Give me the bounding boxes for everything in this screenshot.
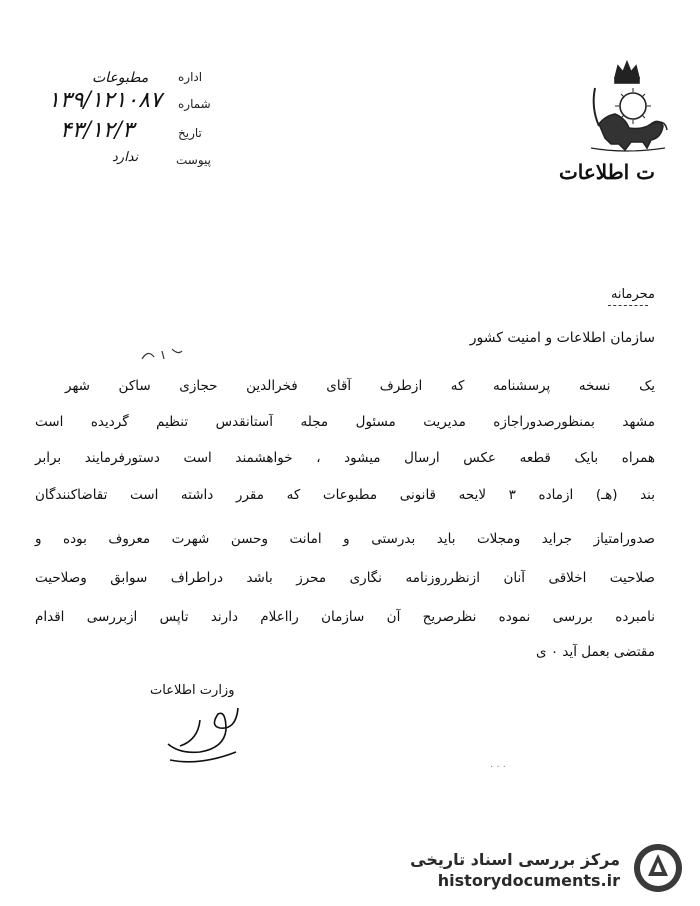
number-value: ۱۳۹/۱۲۱۰۸۷ bbox=[48, 88, 162, 113]
attachment-label: پیوست bbox=[176, 153, 211, 167]
handwritten-signature bbox=[140, 700, 250, 770]
classification-underline bbox=[608, 305, 648, 306]
recipient: سازمان اطلاعات و امنیت کشور bbox=[469, 330, 655, 346]
watermark-title: مرکز بررسی اسناد تاریخی bbox=[410, 850, 620, 869]
body-line: بند (هـ) ازماده ۳ لایحه قانونی مطبوعات که مقرر داشته است تقاضاکنندگان bbox=[35, 487, 655, 503]
body-line: صدورامتیاز جراید ومجلات باید بدرستی و امانت وحسن شهرت معروف بوده و bbox=[35, 531, 655, 547]
signature-title: وزارت اطلاعات bbox=[150, 683, 235, 698]
ministry-letterhead: ت اطلاعات bbox=[558, 160, 655, 184]
watermark-url: historydocuments.ir bbox=[437, 871, 620, 890]
archive-logo-icon bbox=[632, 842, 684, 894]
body-line: صلاحیت اخلاقی آنان ازنظرروزنامه نگاری محرز باشد دراطراف سوابق وصلاحیت bbox=[35, 570, 655, 586]
body-line: مقتضی بعمل آید ۰ ی bbox=[536, 644, 655, 660]
attachment-value: ندارد bbox=[112, 150, 139, 165]
number-label: شماره bbox=[178, 97, 211, 111]
department-value: مطبوعات bbox=[92, 70, 149, 86]
department-label: اداره bbox=[178, 70, 203, 84]
body-line: همراه بایک قطعه عکس ارسال میشود ، خواهشمند است دستورفرمایند برابر bbox=[35, 450, 655, 466]
lion-and-sun-emblem bbox=[585, 58, 670, 158]
handwritten-mark bbox=[138, 345, 188, 365]
date-label: تاریخ bbox=[178, 126, 202, 140]
faint-mark: · · · bbox=[490, 762, 506, 773]
body-line: مشهد بمنظورصدوراجازه مدیریت مسئول مجله آستانقدس تنظیم گردیده است bbox=[35, 414, 655, 430]
date-value: ۴۳/۱۲/۳ bbox=[60, 118, 134, 143]
body-line: نامبرده بررسی نموده نظرصریح آن سازمان رااعلام دارند تاپس ازبررسی اقدام bbox=[35, 609, 655, 625]
classification-label: محرمانه bbox=[610, 287, 655, 302]
body-line: یک نسخه پرسشنامه که ازطرف آقای فخرالدین حجازی ساکن شهر bbox=[65, 378, 655, 394]
